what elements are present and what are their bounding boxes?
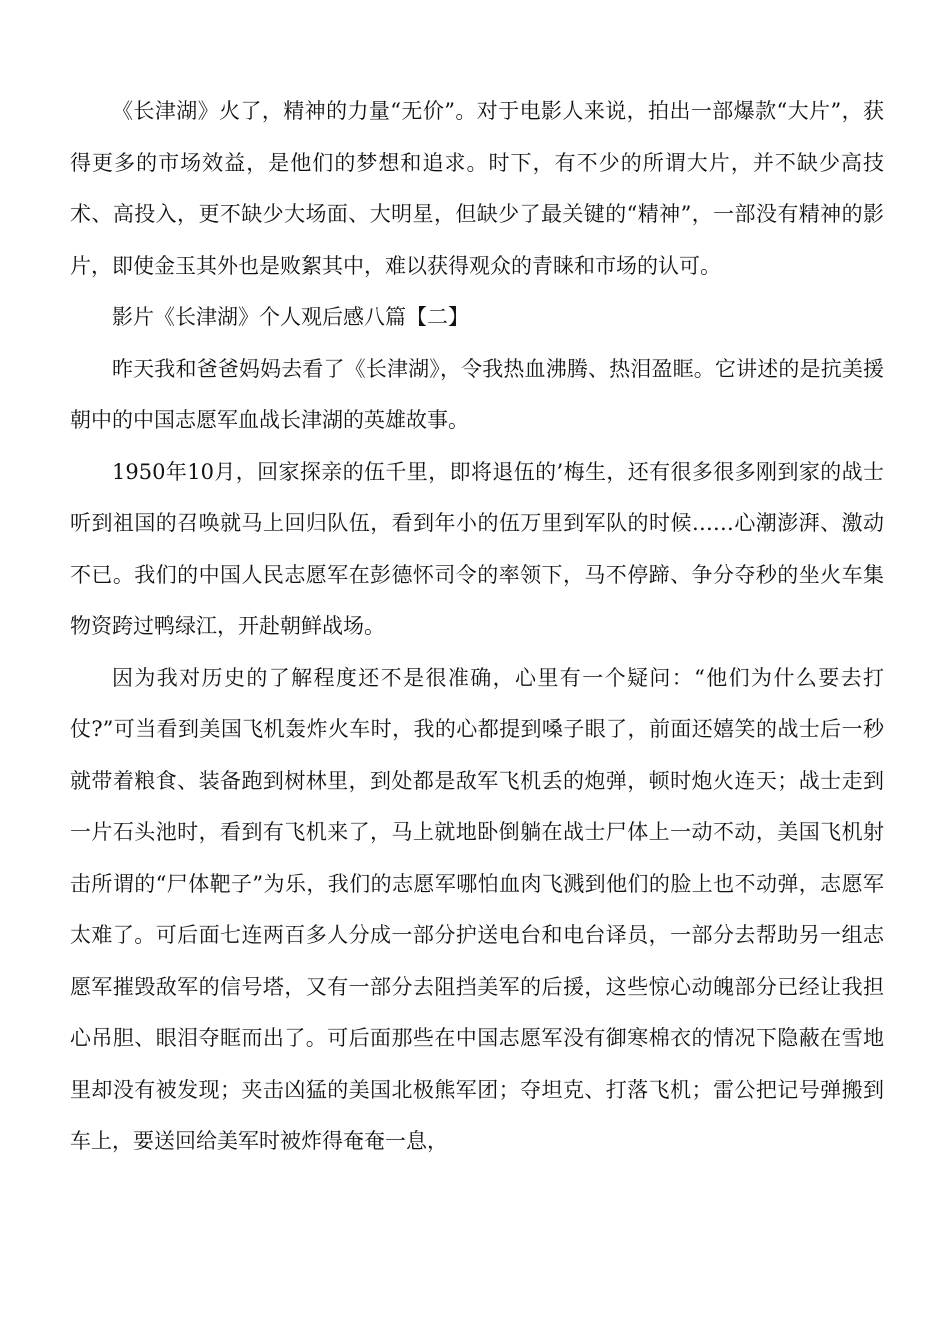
- section-heading: 影片《长津湖》个人观后感八篇【二】: [112, 305, 469, 329]
- paragraph-history-question: 因为我对历史的了解程度还不是很准确，心里有一个疑问：“他们为什么要去打仗?”可当看到美国飞机轰炸火车时，我的心都提到嗓子眼了，前面还嬉笑的战士后一秒就带着粮食、装备跑到树林里，到处都是敌军飞机丢的炮弹，顿时炮火连天；战士走到一片石头池时，看到有飞机来了，马上就地卧倒躺在战士尸体上一动不动，美国飞机射击所谓的“尸体靶子”为乐，我们的志愿军哪怕血肉飞溅到他们的脸上也不动弹，志愿军太难了。可后面七连两百多人分成一部分护送电台和电台译员，一部分去帮助另一组志愿军摧毁敌军的信号塔，又有一部分去阻挡美军的后援，这些惊心动魄部分已经让我担心吊胆、眼泪夺眶而出了。可后面那些在中国志愿军没有御寒棉衣的情况下隐蔽在雪地里却没有被发现；夹击凶猛的美国北极熊军团；夺坦克、打落飞机；雷公把记号弹搬到车上，要送回给美军时被炸得奄奄一息，: [70, 665, 884, 1153]
- document-body: [70, 86, 884, 1168]
- paragraph-1950: 1950年10月，回家探亲的伍千里，即将退伍的’梅生，还有很多很多刚到家的战士听到祖国的召唤就马上回归队伍，看到年小的伍万里到军队的时候……心潮澎湃、激动不已。我们的中国人民志愿军在彭德怀司令的率领下，马不停蹄、争分夺秒的坐火车集物资跨过鸭绿江，开赴朝鲜战场。: [70, 459, 884, 638]
- paragraph-yesterday: 昨天我和爸爸妈妈去看了《长津湖》，令我热血沸腾、热泪盈眶。它讲述的是抗美援朝中的中国志愿军血战长津湖的英雄故事。: [70, 356, 884, 432]
- paragraph-intro-conclusion: 《长津湖》火了，精神的力量“无价”。对于电影人来说，拍出一部爆款“大片”，获得更多的市场效益，是他们的梦想和追求。时下，有不少的所谓大片，并不缺少高技术、高投入，更不缺少大场面、大明星，但缺少了最关键的“精神”，一部没有精神的影片，即使金玉其外也是败絮其中，难以获得观众的青睐和市场的认可。: [70, 99, 884, 278]
